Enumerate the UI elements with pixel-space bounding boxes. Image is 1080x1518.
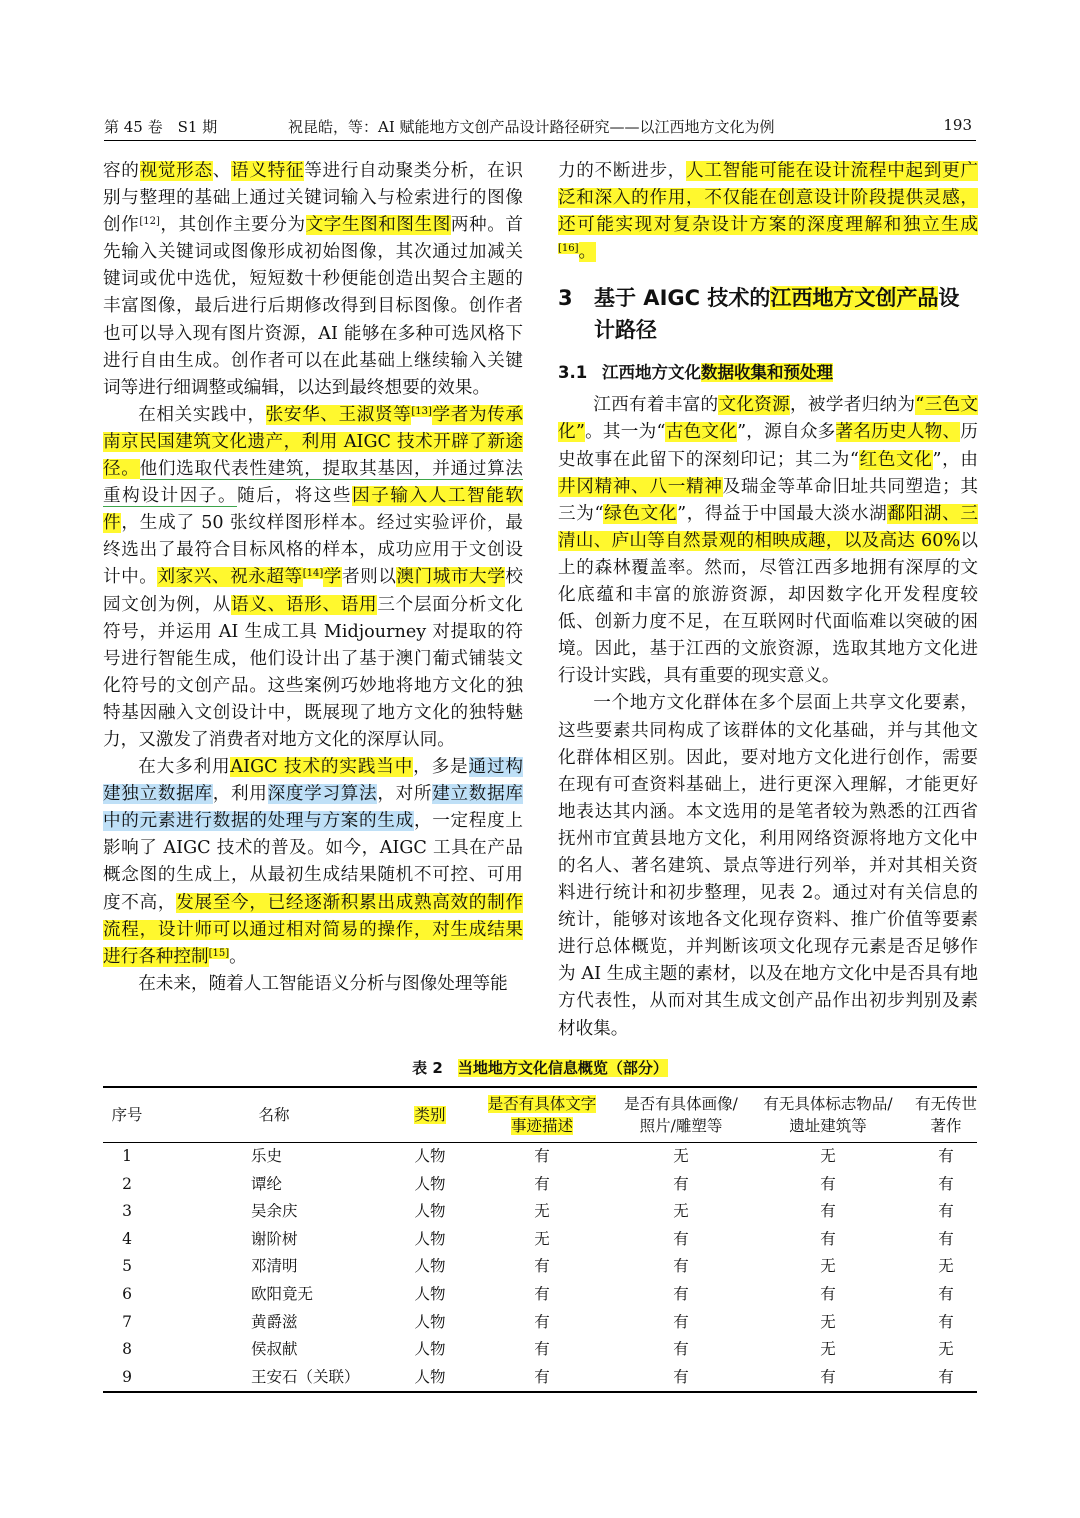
table-cell: 人物	[414, 1229, 446, 1248]
table-cell: 王安石（关联）	[151, 1364, 397, 1393]
table-cell: 无	[534, 1202, 550, 1221]
paragraph-left-4: 在未来，随着人工智能语义分析与图像处理等能	[138, 973, 508, 994]
table-cell: 吴余庆	[251, 1202, 298, 1221]
table-cell: 有	[534, 1312, 550, 1331]
table-cell: 有	[938, 1312, 954, 1331]
table-cell: 有	[463, 1364, 621, 1393]
col-header-name: 名称	[151, 1087, 397, 1143]
table-row	[103, 1281, 977, 1309]
highlight: 张安华、王淑贤等	[265, 404, 412, 425]
citation: [12]	[139, 216, 160, 228]
table-cell: 3	[122, 1202, 132, 1221]
table-cell: 9	[103, 1364, 151, 1393]
table-cell: 人物	[414, 1284, 446, 1303]
highlight: 语义特征	[231, 161, 305, 181]
table-cell: 人物	[414, 1202, 446, 1221]
table-row	[103, 1143, 977, 1171]
table-cell: 有	[820, 1284, 836, 1303]
table-cell: 有	[938, 1147, 954, 1165]
table-cell: 有	[534, 1284, 550, 1303]
highlight: 红色文化	[858, 449, 933, 470]
table-cell: 有	[534, 1340, 550, 1359]
citation: [16]	[558, 243, 579, 255]
table-cell: 无	[820, 1340, 836, 1359]
table-row	[103, 1364, 977, 1393]
table-cell: 有	[820, 1229, 836, 1248]
right-column	[558, 158, 978, 1043]
table-header-row	[103, 1087, 977, 1143]
table-cell: 无	[938, 1340, 954, 1359]
table-cell: 人物	[397, 1364, 463, 1393]
table-cell: 无	[534, 1229, 550, 1248]
highlight: 数据收集和预处理	[701, 363, 833, 383]
table-cell: 5	[122, 1257, 132, 1276]
table-cell: 无	[820, 1312, 836, 1331]
table-cell: 侯叔献	[251, 1340, 298, 1359]
table-cell: 谢阶树	[251, 1229, 298, 1248]
highlight: 学者为传承南京民国建筑文化遗产，利用 AIGC 技术开辟了新途径。	[103, 404, 523, 480]
table-cell: 有	[673, 1284, 689, 1303]
table-cell: 有	[534, 1147, 550, 1165]
highlight: 当地地方文化信息概览（部分）	[457, 1059, 668, 1077]
table-cell: 无	[820, 1147, 836, 1165]
table-cell: 乐史	[251, 1147, 283, 1165]
highlight: 井冈精神、八一精神	[558, 476, 723, 497]
table-2	[103, 1086, 977, 1393]
highlight: 因子输入人工智能软件	[103, 486, 523, 534]
highlight: 绿色文化	[603, 503, 678, 524]
table-cell: 人物	[414, 1340, 446, 1359]
highlight: 江西地方文创产品	[770, 286, 939, 311]
table-cell: 邓清明	[251, 1257, 298, 1276]
article-title: 祝昆皓，等：AI 赋能地方文创产品设计路径研究——以江西地方文化为例	[288, 118, 775, 136]
citation: [14]	[302, 568, 324, 580]
highlight: 发展至今，已经逐渐积累出成熟高效的制作流程，设计师可以通过相对简易的操作，对生成结果进行各种控制	[103, 892, 523, 967]
highlight: 人工智能可能在设计流程中起到更广泛和深入的作用，不仅能在创意设计阶段提供灵感，还可能实现对复杂设计方案的深度理解和独立生成	[558, 161, 978, 236]
citation: [13]	[411, 405, 432, 417]
running-header	[104, 112, 976, 141]
col-header-index: 序号	[103, 1087, 151, 1143]
paragraph-right-1: 力的不断进步，人工智能可能在设计流程中起到更广泛和深入的作用，不仅能在创意设计阶段提供灵感，还可能实现对复杂设计方案的深度理解和独立生成[16]。	[558, 161, 978, 263]
highlight: 。	[578, 242, 597, 263]
table-cell: 有	[915, 1364, 977, 1393]
table-cell: 无	[938, 1257, 954, 1276]
subsection-heading-3-1: 3.1 江西地方文化数据收集和预处理	[558, 363, 833, 383]
col-header-text-records: 是否有具体文字 事迹描述	[463, 1087, 621, 1143]
paragraph-left-1: 容的视觉形态、语义特征等进行自动聚类分析，在识别与整理的基础上通过关键词输入与检索进行的图像创作[12]，其创作主要分为文字生图和图生图两种。首先输入关键词或图像形成初始图像，其次通过加减关键词或优中选优，短短数十秒便能创造出契合主题的丰富图像，最后进行后期修改得到目标图像。创作者也可以导入现有图片资源，AI 能够在多种可选风格下进行自由生成。创作者可以在此基础上继续输入关键词等进行细调整或编辑，以达到最终想要的效果。	[103, 161, 523, 398]
highlight-blue: 深度学习算法	[267, 784, 378, 805]
citation: [15]	[208, 947, 230, 959]
page-number: 193	[943, 116, 972, 134]
section-heading-3: 3 基于 AIGC 技术的江西地方文创产品设计路径	[558, 286, 960, 343]
col-header-category: 类别	[397, 1087, 463, 1143]
paragraph-left-2: 在相关实践中，张安华、王淑贤等[13]学者为传承南京民国建筑文化遗产，利用 AIGC 技术开辟了新途径。他们选取代表性建筑，提取其基因，并通过算法重构设计因子。随后，将这些因子输入人工智能软件，生成了 50 张纹样图形样本。经过实验评价，最终选出了最符合目标风格的样本，成功应用于文创设计中。刘家兴、祝永超等[14]学者则以澳门城市大学校园文创为例，从语义、语形、语用三个层面分析文化符号，并运用 AI 生成工具 Midjourney 对提取的符号进行智能生成，他们设计出了基于澳门葡式铺装文化符号的文创产品。这些案例巧妙地将地方文化的独特基因融入文创设计中，既展现了地方文化的独特魅力，又激发了消费者对地方文化的深厚认同。	[103, 404, 523, 750]
table-cell: 欧阳竟无	[251, 1284, 314, 1303]
table-cell: 有	[673, 1174, 689, 1193]
table-cell: 谭纶	[251, 1174, 283, 1193]
table-cell: 7	[122, 1312, 132, 1331]
table-cell: 无	[673, 1202, 689, 1221]
highlight: 鄱阳湖、三清山、庐山等自然景观的相映成趣，以及高达 60%	[558, 503, 978, 551]
table-cell: 有	[741, 1364, 915, 1393]
col-header-works: 有无传世著作	[915, 1087, 977, 1143]
highlight: “三色文化”	[558, 395, 978, 443]
paragraph-left-3: 在大多利用AIGC 技术的实践当中，多是通过构建独立数据库，利用深度学习算法，对所建立数据库中的元素进行数据的处理与方案的生成，一定程度上影响了 AIGC 技术的普及。如今，AIGC 工具在产品概念图的生成上，从最初生成结果随机不可控、可用度不高，发展至今，已经逐渐积累出成熟高效的制作流程，设计师可以通过相对简易的操作，对生成结果进行各种控制[15]。	[103, 757, 523, 967]
table-cell: 有	[673, 1340, 689, 1359]
table-cell: 无	[820, 1257, 836, 1276]
highlight: 视觉形态	[139, 161, 213, 181]
highlight: 著名历史人物、	[835, 422, 961, 443]
highlight-blue: 独立数据库	[121, 784, 213, 805]
table-cell: 人物	[414, 1174, 446, 1193]
paragraph-right-3: 一个地方文化群体在多个层面上共享文化要素，这些要素共同构成了该群体的文化基础，并与其他文化群体相区别。因此，要对地方文化进行创作，需要在现有可查资料基础上，进行更深入理解，才能更好地表达其内涵。本文选用的是笔者较为熟悉的江西省抚州市宜黄县地方文化，利用网络资源将地方文化中的名人、著名建筑、景点等进行列举，并对其相关资料进行统计和初步整理，见表 2。通过对有关信息的统计，能够对该地各文化现存资料、推广价值等要素进行总体概览，并判断该项文化现存元素是否足够作为 AI 生成主题的素材，以及在地方文化中是否具有地方代表性，从而对其生成文创产品作出初步判别及素材收集。	[558, 693, 978, 1039]
highlight: 语义、语形、语用	[231, 594, 378, 615]
table-caption: 表 2 当地地方文化信息概览（部分）	[412, 1059, 668, 1077]
table-cell: 有	[820, 1174, 836, 1193]
table-cell: 人物	[414, 1312, 446, 1331]
highlight: 文字生图和图生图	[305, 215, 451, 236]
table-cell: 人物	[414, 1147, 446, 1165]
table-cell: 有	[534, 1174, 550, 1193]
table-cell: 有	[673, 1312, 689, 1331]
table-cell: 有	[938, 1229, 954, 1248]
table-cell: 1	[122, 1147, 132, 1165]
table-row	[103, 1336, 977, 1364]
journal-volume: 第 45 卷 S1 期	[104, 118, 218, 136]
table-cell: 有	[820, 1202, 836, 1221]
paragraph-right-2: 江西有着丰富的文化资源，被学者归纳为“三色文化”。其一为“古色文化”，源自众多著名历史人物、历史故事在此留下的深刻印记；其二为“红色文化”，由井冈精神、八一精神及瑞金等革命旧址共同塑造；其三为“绿色文化”，得益于中国最大淡水湖鄱阳湖、三清山、庐山等自然景观的相映成趣，以及高达 60%以上的森林覆盖率。然而，尽管江西多地拥有深厚的文化底蕴和丰富的旅游资源，却因数字化开发程度较低、创新力度不足，在互联网时代面临难以突破的困境。因此，基于江西的文旅资源，选取其地方文化进行设计实践，具有重要的现实意义。	[558, 395, 978, 687]
table-cell: 有	[534, 1257, 550, 1276]
table-cell: 2	[122, 1174, 132, 1193]
table-row	[103, 1253, 977, 1281]
table-cell: 6	[122, 1284, 132, 1303]
table-row	[103, 1309, 977, 1337]
col-header-landmarks: 有无具体标志物品/ 遗址建筑等	[741, 1087, 915, 1143]
table-row	[103, 1198, 977, 1226]
underline-annotation: 他们选取代表性建筑，提取其基因，并通过算法重构设计因子。	[103, 459, 523, 507]
highlight: 学	[323, 567, 342, 588]
table-row	[103, 1171, 977, 1199]
table-cell: 有	[938, 1284, 954, 1303]
table-cell: 有	[673, 1257, 689, 1276]
table-cell: 无	[673, 1147, 689, 1165]
highlight: 文化资源	[718, 395, 791, 416]
highlight: 澳门城市大学	[396, 567, 506, 588]
table-cell: 人物	[414, 1257, 446, 1276]
table-cell: 有	[673, 1229, 689, 1248]
col-header-portraits: 是否有具体画像/ 照片/雕塑等	[621, 1087, 741, 1143]
table-cell: 8	[122, 1340, 132, 1359]
highlight: 古色文化	[665, 422, 738, 443]
table-cell: 有	[621, 1364, 741, 1393]
table-cell: 有	[938, 1174, 954, 1193]
highlight: AIGC 技术的实践当中	[230, 757, 414, 778]
table-cell: 黄爵滋	[251, 1312, 298, 1331]
table-cell: 4	[122, 1229, 132, 1248]
table-cell: 有	[938, 1202, 954, 1221]
table-row	[103, 1226, 977, 1254]
highlight-blue: 建立数据库中的元素进行数据的处理与方案的生成	[103, 784, 523, 832]
highlight: 刘家兴、祝永超等	[157, 567, 303, 588]
highlight-blue: 通过构建	[103, 757, 523, 805]
left-column	[103, 158, 523, 998]
